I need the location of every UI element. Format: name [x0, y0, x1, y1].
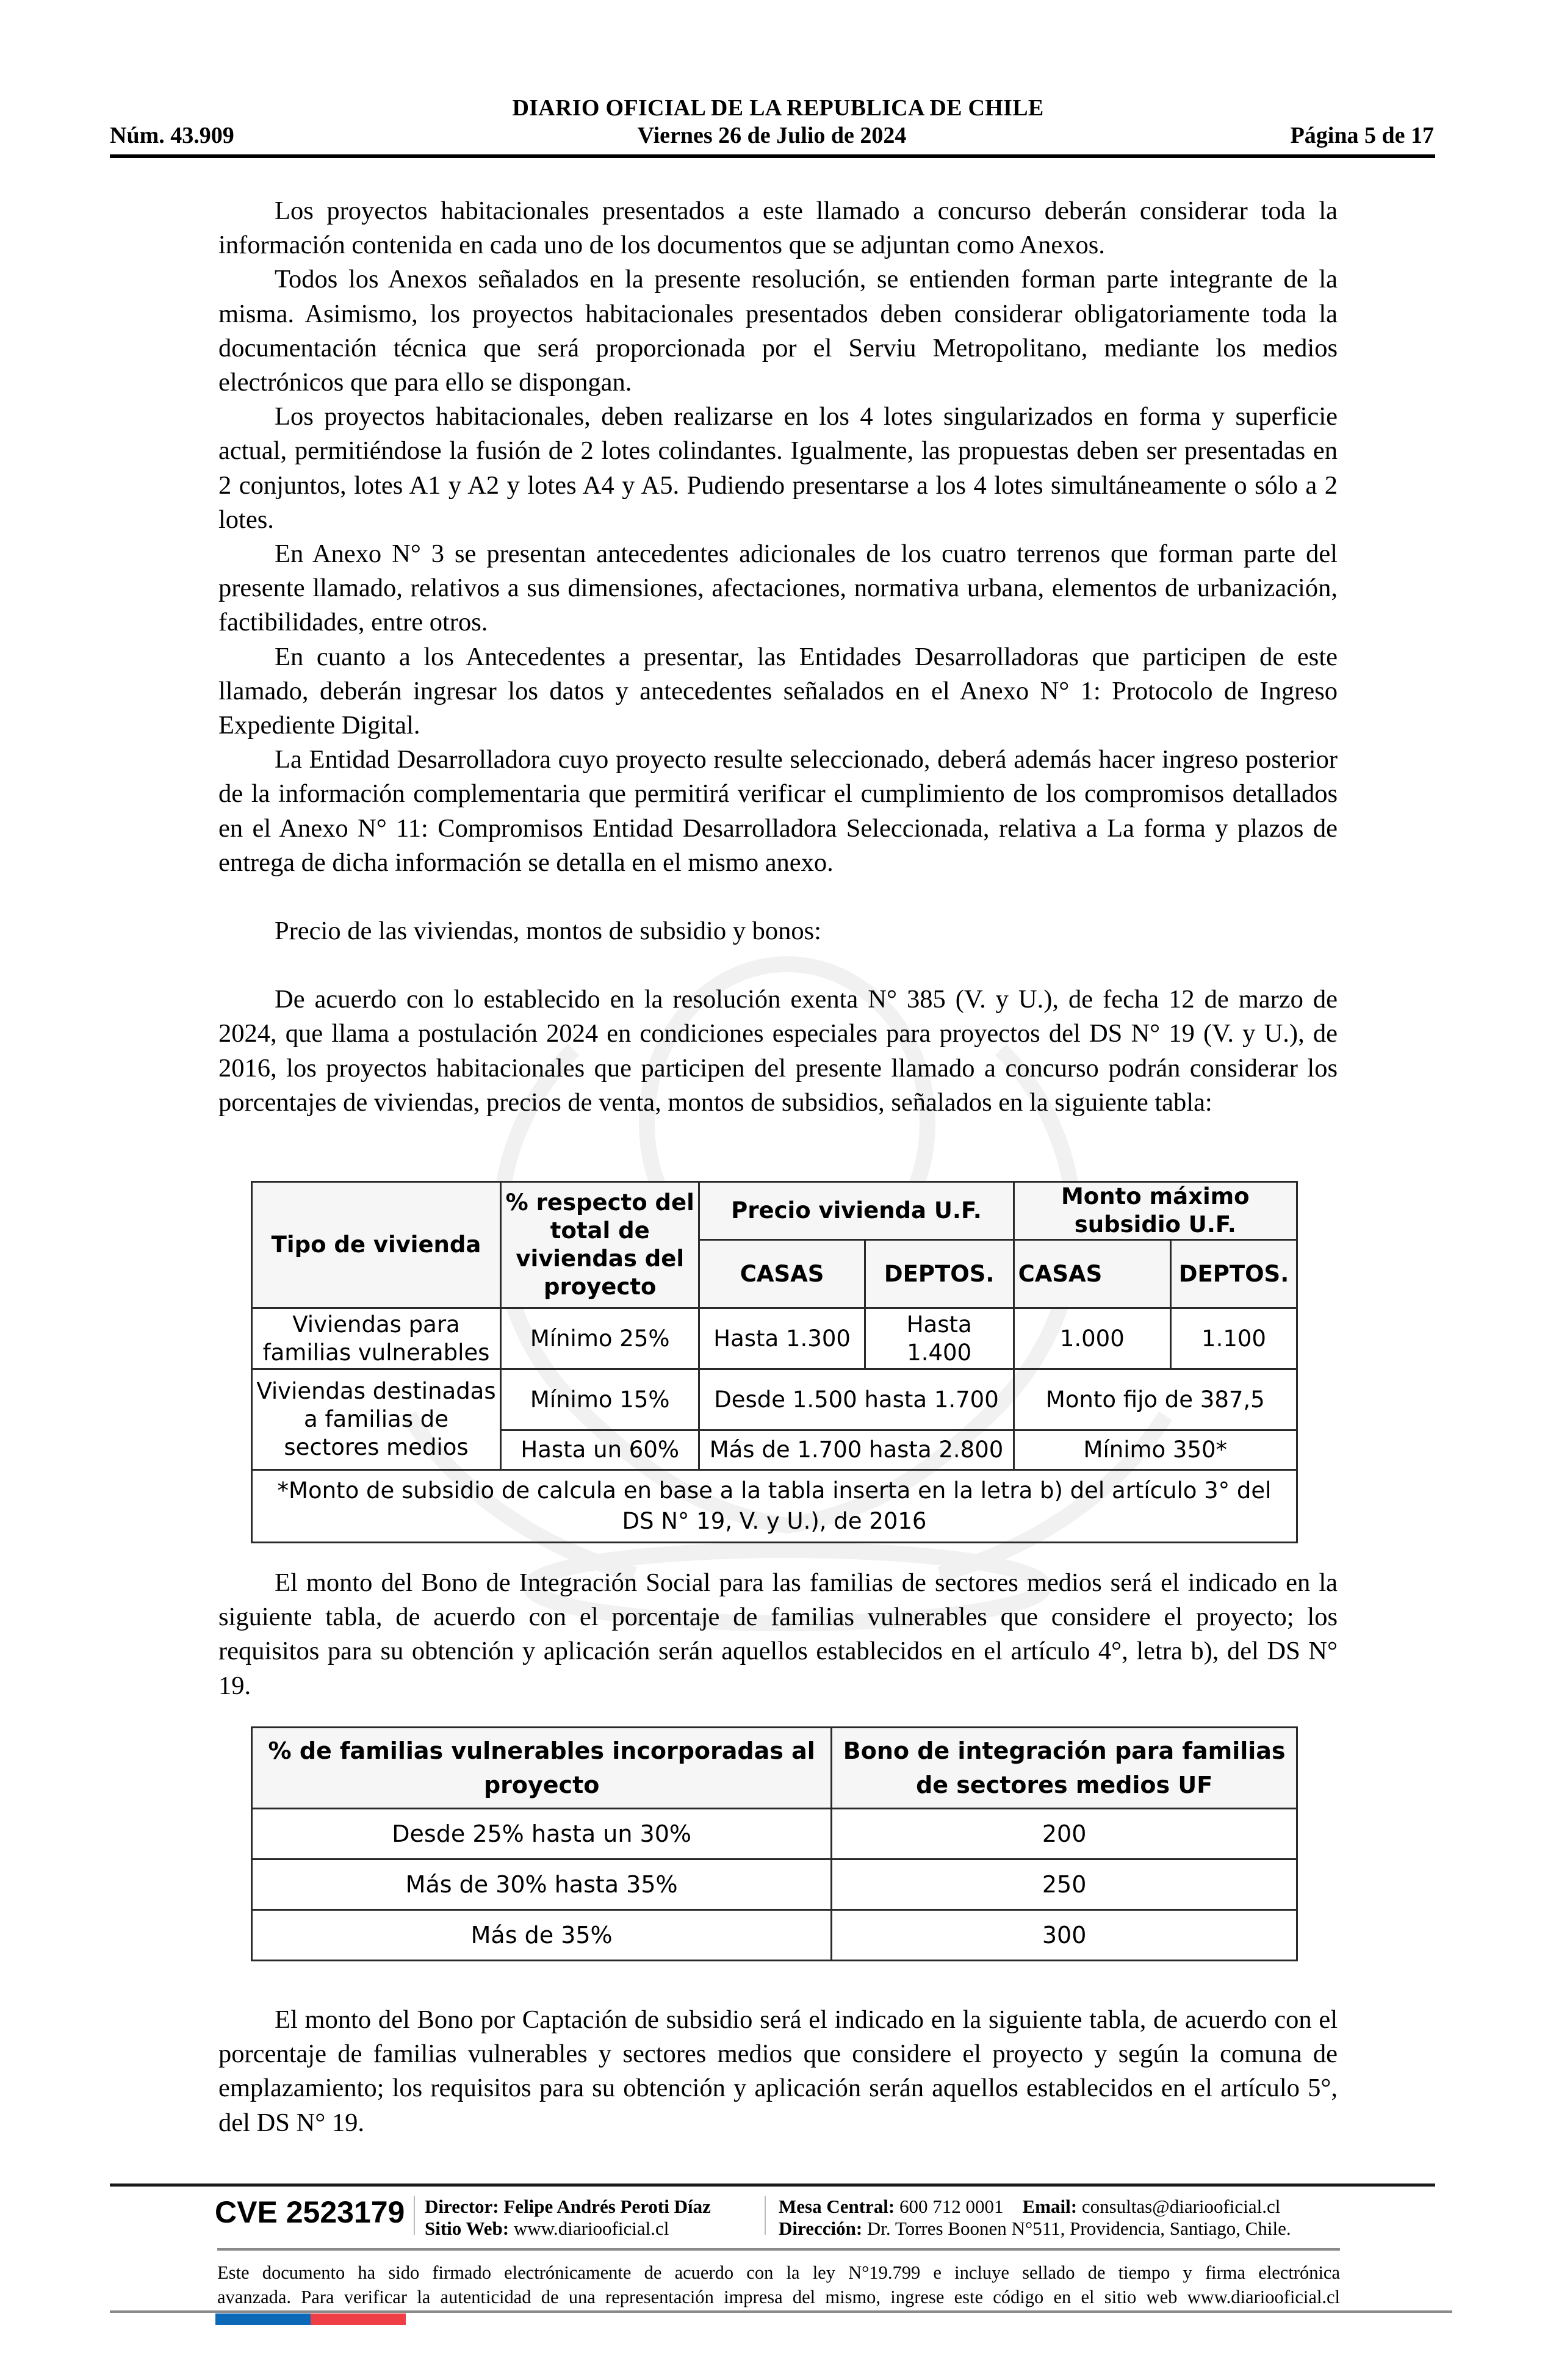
table-footnote: *Monto de subsidio de calcula en base a la tabla inserta en la letra b) del artículo 3° del DS N° 19, V. y U.), de 2016 [252, 1470, 1297, 1543]
header-divider [110, 154, 1435, 158]
table-row [252, 1308, 1297, 1369]
header-subsidio-deptos: DEPTOS. [1171, 1240, 1297, 1308]
email-link[interactable]: consultas@diariooficial.cl [1081, 2196, 1281, 2217]
paragraph: El monto del Bono por Captación de subsidio será el indicado en la siguiente tabla, de acuerdo con el porcentaje de familias vulnerables y sectores medios que considere el proyecto y según la comuna de emplazamiento; los requisitos para su obtención y aplicación serán aquellos establecidos en el artículo 5°, del DS N° 19. [218, 2005, 1338, 2137]
cell-tipo: Viviendas destinadas a familias de sectores medios [252, 1369, 501, 1470]
header-porcentaje: % de familias vulnerables incorporadas al proyecto [252, 1728, 832, 1809]
table-row [252, 1369, 1297, 1430]
cell-precio: Desde 1.500 hasta 1.700 [699, 1369, 1014, 1430]
footer-divider [110, 2183, 1435, 2187]
cell-bono: 200 [832, 1809, 1297, 1859]
cell-precio-deptos: Hasta 1.400 [865, 1308, 1014, 1369]
table-row [252, 1809, 1297, 1859]
cell-porcentaje: Más de 35% [252, 1910, 832, 1961]
paragraph: El monto del Bono de Integración Social para las familias de sectores medios será el indicado en la siguiente tabla, de acuerdo con el porcentaje de familias vulnerables que considere el proyecto; los requisitos para su obtención y aplicación serán aquellos establecidos en el artículo 4°, letra b), del DS N° 19. [218, 1568, 1338, 1700]
cell-subsidio-deptos: 1.100 [1171, 1308, 1297, 1369]
cve-code: CVE 2523179 [215, 2195, 405, 2229]
cell-subsidio-casas: 1.000 [1014, 1308, 1170, 1369]
section-heading: Precio de las viviendas, montos de subsidio y bonos: [275, 917, 821, 946]
header-porcentaje: % respecto del total de viviendas del proyecto [501, 1182, 699, 1308]
paragraph: Los proyectos habitacionales, deben realizarse en los 4 lotes singularizados en forma y superficie actual, permitiéndose la fusión de 2 lotes colindantes. Igualmente, las propuestas deben ser presentadas en 2 conjuntos, lotes A1 y A2 y lotes A4 y A5. Pudiendo presentarse a los 4 lotes simultáneamente o sólo a 2 lotes. [218, 402, 1338, 534]
director-name: Felipe Andrés Peroti Díaz [503, 2196, 711, 2217]
paragraph: Todos los Anexos señalados en la presente resolución, se entienden forman parte integrante de la misma. Asimismo, los proyectos habitacionales presentados deben considerar obligatoriamente toda la documentación técnica que será proporcionada por el Serviu Metropolitano, mediante los medios electrónicos que para ello se dispongan. [218, 265, 1338, 397]
footer-director-block [425, 2196, 711, 2240]
footer-contact-block [779, 2196, 1291, 2240]
header-precio-casas: CASAS [699, 1240, 865, 1308]
web-label: Sitio Web: [425, 2218, 510, 2239]
header-precio-deptos: DEPTOS. [865, 1240, 1014, 1308]
footer-divider [110, 2310, 1452, 2313]
paragraph: En Anexo N° 3 se presentan antecedentes adicionales de los cuatro terrenos que forman parte del presente llamado, relativos a sus dimensiones, afectaciones, normativa urbana, elementos de urbanización, factibilidades, entre otros. [218, 539, 1338, 637]
body-section-a [218, 194, 1338, 1120]
cell-subsidio: Mínimo 350* [1014, 1430, 1297, 1470]
body-section-b [218, 1566, 1338, 1703]
header-subsidio-casas: CASAS [1014, 1240, 1170, 1308]
publication-title: DIARIO OFICIAL DE LA REPUBLICA DE CHILE [512, 95, 1044, 121]
cell-subsidio: Monto fijo de 387,5 [1014, 1369, 1297, 1430]
body-section-c [218, 2003, 1338, 2140]
legal-line: Este documento ha sido firmado electrónicamente de acuerdo con la ley N°19.799 e incluye sellado de tiempo y firma electrónica [217, 2262, 1340, 2283]
flag-red-bar [311, 2313, 406, 2325]
footer-divider [217, 2248, 1340, 2251]
address-label: Dirección: [779, 2218, 863, 2239]
header-row [110, 122, 1434, 153]
phone-value: 600 712 0001 [899, 2196, 1004, 2217]
header-bono: Bono de integración para familias de sectores medios UF [832, 1728, 1297, 1809]
cell-tipo: Viviendas para familias vulnerables [252, 1308, 501, 1369]
table-row [252, 1859, 1297, 1910]
issue-date: Viernes 26 de Julio de 2024 [637, 123, 907, 148]
paragraph: En cuanto a los Antecedentes a presentar, las Entidades Desarrolladoras que participen de este llamado, deberán ingresar los datos y antecedentes señalados en el Anexo N° 1: Protocolo de Ingreso Expediente Digital. [218, 642, 1338, 740]
cell-porcentaje: Mínimo 15% [501, 1369, 699, 1430]
page-indicator: Página 5 de 17 [1290, 123, 1434, 148]
cell-porcentaje: Mínimo 25% [501, 1308, 699, 1369]
flag-blue-bar [215, 2313, 311, 2325]
cell-bono: 250 [832, 1859, 1297, 1910]
cell-porcentaje: Más de 30% hasta 35% [252, 1859, 832, 1910]
header-precio: Precio vivienda U.F. [699, 1182, 1014, 1240]
legal-notice [217, 2260, 1340, 2309]
price-subsidy-table [251, 1181, 1298, 1543]
paragraph: La Entidad Desarrolladora cuyo proyecto resulte seleccionado, deberá además hacer ingreso posterior de la información complementaria que permitirá verificar el cumplimiento de los compromisos detallados en el Anexo N° 11: Compromisos Entidad Desarrolladora Seleccionada, relativa a La forma y plazos de entrega de dicha información se detalla en el mismo anexo. [218, 745, 1338, 877]
issue-number: Núm. 43.909 [110, 123, 234, 148]
bono-integracion-table [251, 1726, 1298, 1961]
paragraph: De acuerdo con lo establecido en la resolución exenta N° 385 (V. y U.), de fecha 12 de marzo de 2024, que llama a postulación 2024 en condiciones especiales para proyectos del DS N° 19 (V. y U.), de 2016, los proyectos habitacionales que participen del presente llamado a concurso podrán considerar los porcentajes de viviendas, precios de venta, montos de subsidios, señalados en la siguiente tabla: [218, 985, 1338, 1117]
cell-precio: Más de 1.700 hasta 2.800 [699, 1430, 1014, 1470]
paragraph: Los proyectos habitacionales presentados a este llamado a concurso deberán considerar toda la información contenida en cada uno de los documentos que se adjuntan como Anexos. [218, 197, 1338, 260]
cell-bono: 300 [832, 1910, 1297, 1961]
cell-porcentaje: Hasta un 60% [501, 1430, 699, 1470]
email-label: Email: [1022, 2196, 1078, 2217]
table-row [252, 1910, 1297, 1961]
legal-line: avanzada. Para verificar la autenticidad de una representación impresa del mismo, ingrese este código en el sitio web www.diariooficial.cl [217, 2287, 1340, 2307]
address-value: Dr. Torres Boonen N°511, Providencia, Santiago, Chile. [866, 2218, 1291, 2239]
header-tipo: Tipo de vivienda [252, 1182, 501, 1308]
footer-separator [414, 2196, 415, 2235]
header-subsidio: Monto máximo subsidio U.F. [1014, 1182, 1297, 1240]
web-link[interactable]: www.diariooficial.cl [513, 2218, 669, 2239]
footer-separator [765, 2196, 766, 2235]
director-label: Director: [425, 2196, 499, 2217]
cell-precio-casas: Hasta 1.300 [699, 1308, 865, 1369]
cell-porcentaje: Desde 25% hasta un 30% [252, 1809, 832, 1859]
phone-label: Mesa Central: [779, 2196, 895, 2217]
